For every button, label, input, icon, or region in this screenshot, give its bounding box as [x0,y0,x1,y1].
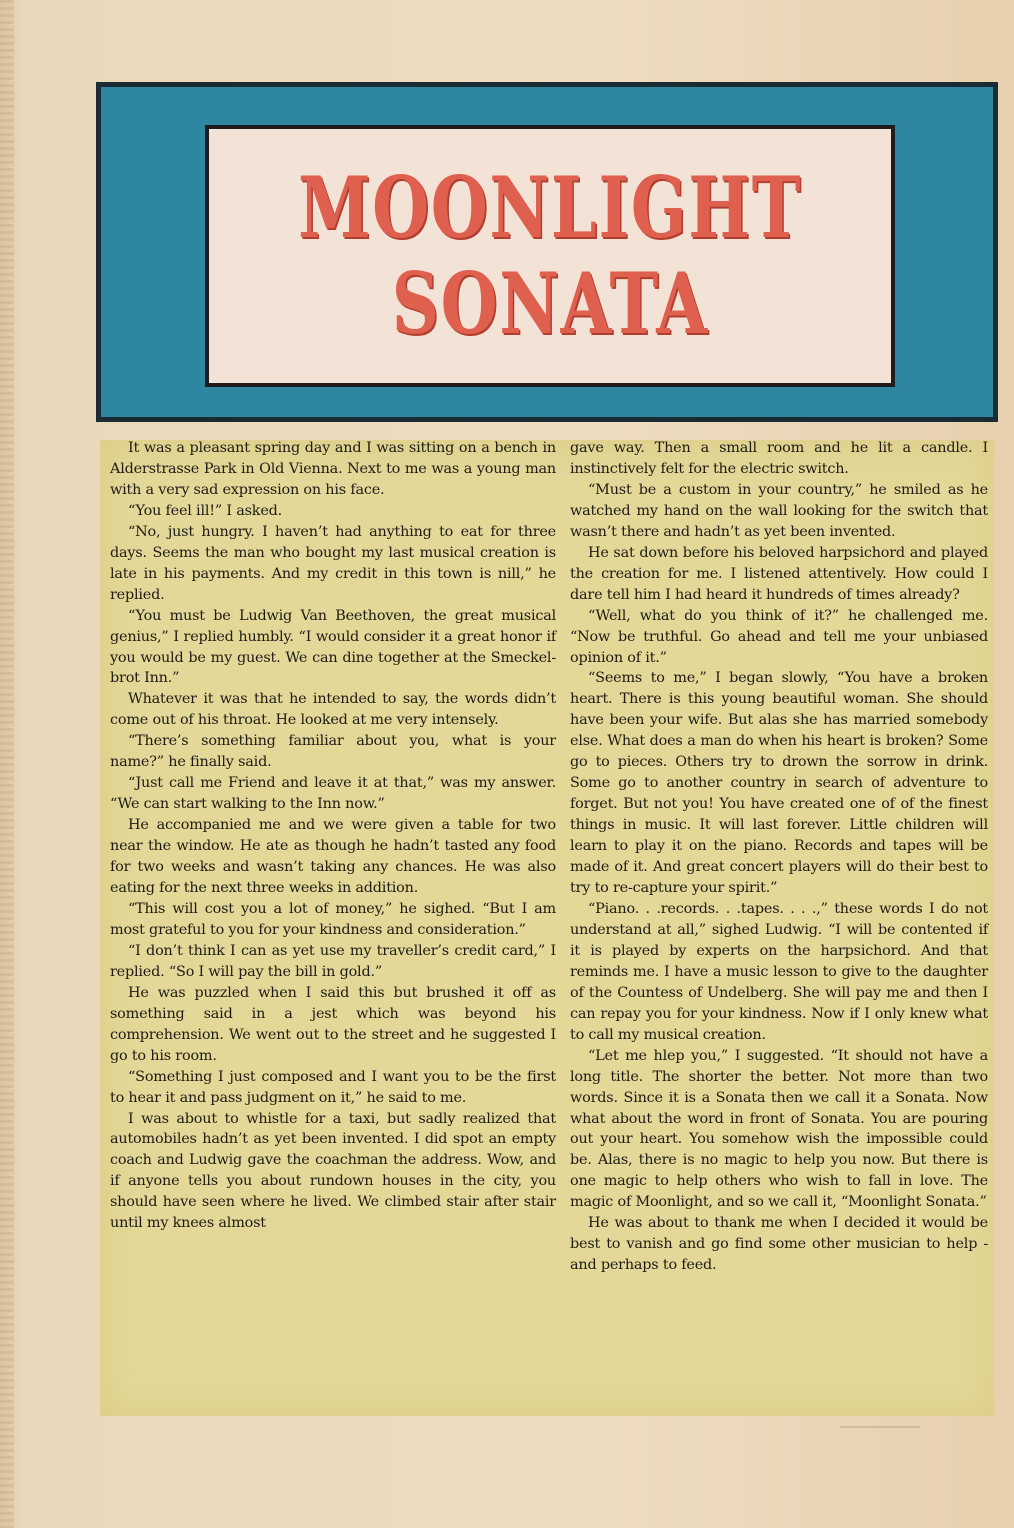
story-column-left [110,438,556,1234]
story-paragraph: It was a pleasant spring day and I was sitting on a bench in Alderstrasse Park in Old Vienna. Next to me was a young man with a very sad expression on his face. [110,440,556,498]
story-paragraph-continued: gave way. Then a small room and he lit a candle. I instinctively felt for the electric switch. [570,440,988,477]
story-paragraph: “You must be Ludwig Van Beethoven, the great musical genius,” I replied humbly. “I would consider it a great honor if you would be my guest. We can dine together at the Smeckel-brot Inn.” [110,607,556,687]
story-paragraph: “You feel ill!” I asked. [128,502,283,519]
title-line-1: MOONLIGHT [298,158,802,257]
story-paragraph: “This will cost you a lot of money,” he sighed. “But I am most grateful to you for your kindness and consideration.” [110,900,556,938]
page-smudge [840,1426,920,1428]
page-edge [0,0,14,1528]
story-paragraph: “Seems to me,” I began slowly, “You have a broken heart. There is this young beautiful woman. She should have been your wife. But alas she has married somebody else. What does a man do when his heart is broken? Some go to pieces. Others try to drown the sorrow in drink. Some go to another country in search of adventure to forget. But not you! You have created one of of the finest things in music. It will last forever. Little children will learn to play it on the piano. Records and tapes will be made of it. And great concert players will do their best to try to re-capture your spirit.” [570,670,988,897]
story-paragraph: “Just call me Friend and leave it at that,” was my answer. “We can start walking to the Inn now.” [110,775,556,813]
title-line-2: SONATA [391,254,709,353]
story-paragraph: “Something I just composed and I want you to be the first to hear it and pass judgment on it,” he said to me. [110,1068,556,1106]
story-paragraph: “I don’t think I can as yet use my traveller’s credit card,” I replied. “So I will pay the bill in gold.” [110,942,556,980]
story-paragraph: I was about to whistle for a taxi, but sadly realized that automobiles hadn’t as yet been invented. I did spot an empty coach and Ludwig gave the coachman the address. Wow, and if anyone tells you about rundown houses in the city, you should have seen where he lived. We climbed stair after stair until my knees almost [110,1110,556,1232]
story-paragraph: “Well, what do you think of it?” he challenged me. “Now be truthful. Go ahead and tell me your unbiased opinion of it.” [570,607,988,666]
title-card [205,125,895,387]
story-paragraph: He sat down before his beloved harpsichord and played the creation for me. I listened attentively. How could I dare tell him I had heard it hundreds of times already? [570,544,988,603]
story-paragraph: “No, just hungry. I haven’t had anything to eat for three days. Seems the man who bought my last musical creation is late in his payments. And my credit in this town is nill,” he replied. [110,523,556,603]
story-paragraph: “Piano. . .records. . .tapes. . . .,” these words I do not understand at all,” sighed Ludwig. “I will be contented if it is played by experts on the harpsichord. And that reminds me. I have a music lesson to give to the daughter of the Countess of Undelberg. She will pay me and then I can repay you for your kindness. Now if I only knew what to call my musical creation. [570,900,988,1043]
title-panel [96,82,998,422]
story-paragraph: “Must be a custom in your country,” he smiled as he watched my hand on the wall looking for the switch that wasn’t there and hadn’t as yet been invented. [570,481,988,540]
story-column-right [570,438,988,1276]
story-paragraph: He accompanied me and we were given a table for two near the window. He ate as though he hadn’t tasted any food for two weeks and wasn’t taking any chances. He was also eating for the next three weeks in addition. [110,817,556,897]
story-paragraph: “There’s something familiar about you, what is your name?” he finally said. [110,733,556,771]
story-paragraph: Whatever it was that he intended to say, the words didn’t come out of his throat. He looked at me very intensely. [110,691,556,729]
story-paragraph: He was puzzled when I said this but brushed it off as something said in a jest which was beyond his comprehension. We went out to the street and he suggested I go to his room. [110,984,556,1064]
story-paragraph: “Let me hlep you,” I suggested. “It should not have a long title. The shorter the better. Not more than two words. Since it is a Sonata then we call it a Sonata. Now what about the word in front of Sonata. You are pouring out your heart. You somehow wish the impossible could be. Alas, there is no magic to help you now. But there is one magic to help others who wish to fall in love. The magic of Moonlight, and so we call it, “Moonlight Sonata.” [570,1047,988,1211]
story-paragraph: He was about to thank me when I decided it would be best to vanish and go find some other musician to help - and perhaps to feed. [570,1215,988,1274]
